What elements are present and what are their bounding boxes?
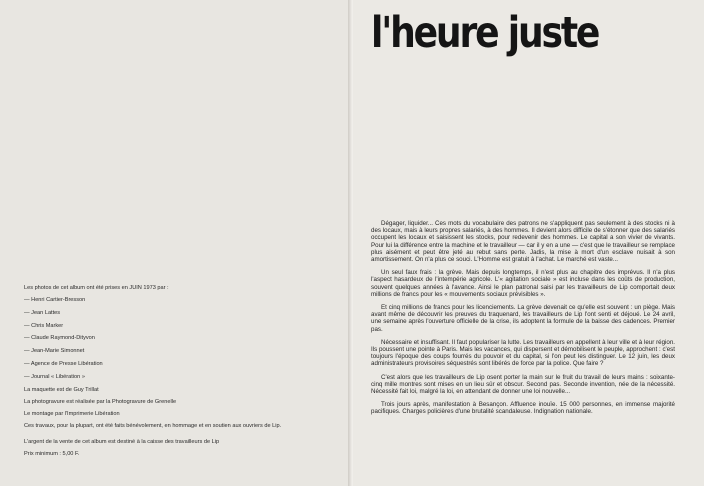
photographer-name: — Henri Cartier-Bresson (24, 297, 86, 304)
article-paragraph: Un seul faux frais : la grève. Mais depuis longtemps, il n'est plus au chapitre des imprévus. Il n'a plus l'aspect hasardeux de l'intempérie agricole. L'« agitation sociale » est incluse dans les coûts de production, souvent quelques années à l'avance. Ainsi le plan patronal saisi par les travailleurs de Lip comportait deux millions de francs pour les « mouvements sociaux prévisibles ». (371, 269, 675, 298)
photographer-list (24, 297, 344, 380)
photographer-name: — Chris Marker (24, 322, 64, 329)
article-paragraph: Dégager, liquider... Ces mots du vocabulaire des patrons ne s'appliquent pas seulement à des stocks ni à des locaux, mais à leurs propres salariés, à des hommes. Il devient alors difficile de s'étonner que des salariés occupent les locaux et saisissent les stocks, pour redevenir des hommes. Le capital a son vivier de vivants. Pour lui la différence entre la machine et le travailleur — car il y en a une — c'est que le travailleur se remplace plus aisément et peut être jeté au rebut sans perte. Jadis, la mise à mort d'un esclave nuisait à son amortissement. On n'a plus ce souci. L'Homme est gratuit à l'achat. Le marché est vaste... (371, 220, 675, 264)
photographer-name: — Journal « Libération » (24, 373, 85, 380)
volunteer-note: Ces travaux, pour la plupart, ont été faits bénévolement, en hommage et en soutien aux ouvriers de Lip. (24, 423, 282, 430)
page-title: l'heure juste (371, 8, 599, 58)
photographer-name: — Jean Lattes (24, 309, 61, 316)
article-paragraph: Et cinq millions de francs pour les licenciements. La grève devenait ce qu'elle est souvent : un piège. Mais avant même de découvrir les preuves du traquenard, les travailleurs de Lip l'ont senti et déjoué. Le 24 avril, une semaine après l'ouverture officielle de la crise, ils adoptent la formule de la baisse des cadences. Premier pas. (371, 304, 675, 333)
layout-credit: La maquette est de Guy Trillat (24, 386, 99, 393)
article-body (371, 220, 675, 422)
photographer-name: — Claude Raymond-Dityvon (24, 335, 95, 342)
price-note: Prix minimum : 5,00 F. (24, 451, 80, 458)
article-paragraph: Nécessaire et insuffisant. Il faut populariser la lutte. Les travailleurs en appellent à leur ville et à leur région. Ils poussent une pointe à Paris. Mais les vacances, qui dispersent et démobilisent le peuple, approchent : c'est toujours l'époque des coups fourrés du pouvoir et du capital, si l'on peut les distinguer. Le 12 juin, les deux administrateurs provisoires séquestrés sont libérés de force par la police. Que faire ? (371, 338, 675, 368)
article-paragraph: C'est alors que les travailleurs de Lip osent porter la main sur le fruit du travail de leurs mains : soixante-cinq mille montres sont mises en un lieu sûr et obscur. Second pas. Seconde invention, née de la nécessité. Nécessité fait loi, malgré la loi, en attendant de donner une loi nouvelle... (371, 373, 675, 396)
article-paragraph: Trois jours après, manifestation à Besançon. Affluence inouïe. 15 000 personnes, en immense majorité pacifiques. Charges policières d'une brutalité scandaleuse. Indignation nationale. (371, 401, 675, 416)
photogravure-credit: La photogravure est réalisée par la Photogravure de Grenelle (24, 398, 177, 405)
photo-credits (24, 285, 344, 458)
right-page (353, 0, 704, 486)
photographer-name: — Agence de Presse Libération (24, 361, 103, 367)
montage-credit: Le montage par l'Imprimerie Libération (24, 410, 120, 417)
credits-intro: Les photos de cet album ont été prises en JUIN 1973 par : (24, 285, 169, 291)
photographer-name: — Jean-Marie Simonnet (24, 348, 85, 355)
sale-note: L'argent de la vente de cet album est destiné à la caisse des travailleurs de Lip (24, 438, 220, 445)
